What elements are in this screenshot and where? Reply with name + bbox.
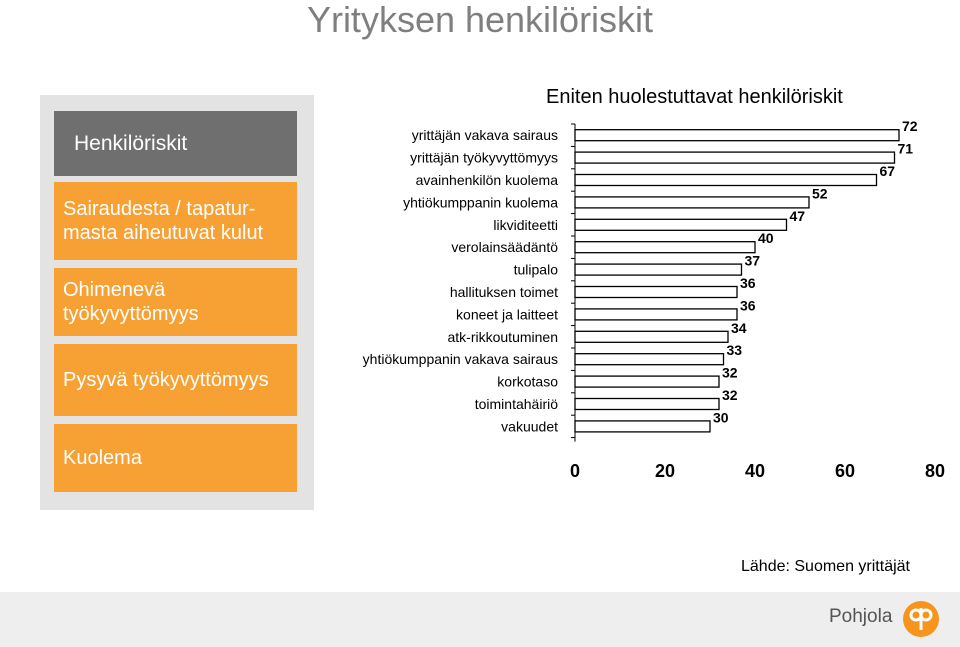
page-title: Yrityksen henkilöriskit [306,0,654,40]
value-label: 30 [713,409,729,426]
bar [575,421,710,432]
bar [575,399,719,410]
x-tick-label: 80 [924,461,946,481]
bar [575,175,877,186]
bar [575,242,755,253]
category-label: korkotaso [497,373,558,390]
x-tick-label: 60 [834,461,856,481]
risk-header-label: Henkilöriskit [74,131,188,155]
bar [575,264,742,275]
category-label: yrittäjän työkyvyttömyys [410,149,558,166]
bar [575,376,719,387]
value-label: 71 [897,140,914,157]
x-tick-label: 40 [744,461,766,481]
value-label: 67 [879,163,896,179]
pohjola-logo-icon [902,600,940,638]
chart-title: Eniten huolestuttavat henkilöriskit [546,86,843,108]
category-label: hallituksen toimet [449,284,558,300]
category-label: likviditeetti [493,216,558,233]
value-label: 36 [740,297,756,314]
category-label: yhtiökumppanin kuolema [403,194,558,211]
bar [575,130,899,141]
value-label: 36 [740,275,756,291]
bar [575,309,737,320]
category-label: tulipalo [513,261,558,278]
category-label: verolainsäädäntö [451,239,558,256]
bar [575,354,724,365]
category-label: atk-rikkoutuminen [447,328,558,345]
logo-text: Pohjola [829,606,893,627]
bar [575,152,895,163]
x-tick-label: 20 [654,461,676,481]
value-label: 52 [812,185,828,202]
x-tick-label: 0 [569,461,581,481]
bar [575,287,737,298]
category-label: yhtiökumppanin vakava sairaus [362,351,558,368]
value-label: 32 [722,364,738,381]
bar [575,197,809,208]
risk-box-label: Pysyvä työkyvyttömyys [63,369,269,391]
category-label: avainhenkilön kuolema [415,172,558,188]
category-label: koneet ja laitteet [456,306,558,323]
value-label: 40 [758,230,774,247]
risk-box-label: Sairaudesta / tapatur- masta aiheutuvat kulut [63,198,264,244]
source-note: Lähde: Suomen yrittäjät [741,558,910,575]
risk-box-label: Kuolema [63,447,142,469]
value-label: 32 [722,387,738,403]
bar [575,331,728,342]
value-label: 34 [731,319,747,336]
bar [575,219,787,230]
value-label: 72 [902,118,918,135]
value-label: 37 [744,252,761,269]
category-label: vakuudet [501,418,558,435]
category-label: yrittäjän vakava sairaus [411,127,558,144]
risk-box-label: Ohimenevä työkyvyttömyys [63,279,199,325]
footer-bar [0,592,960,647]
value-label: 33 [726,342,743,359]
value-label: 47 [789,207,806,224]
category-label: toimintahäiriö [474,396,558,412]
